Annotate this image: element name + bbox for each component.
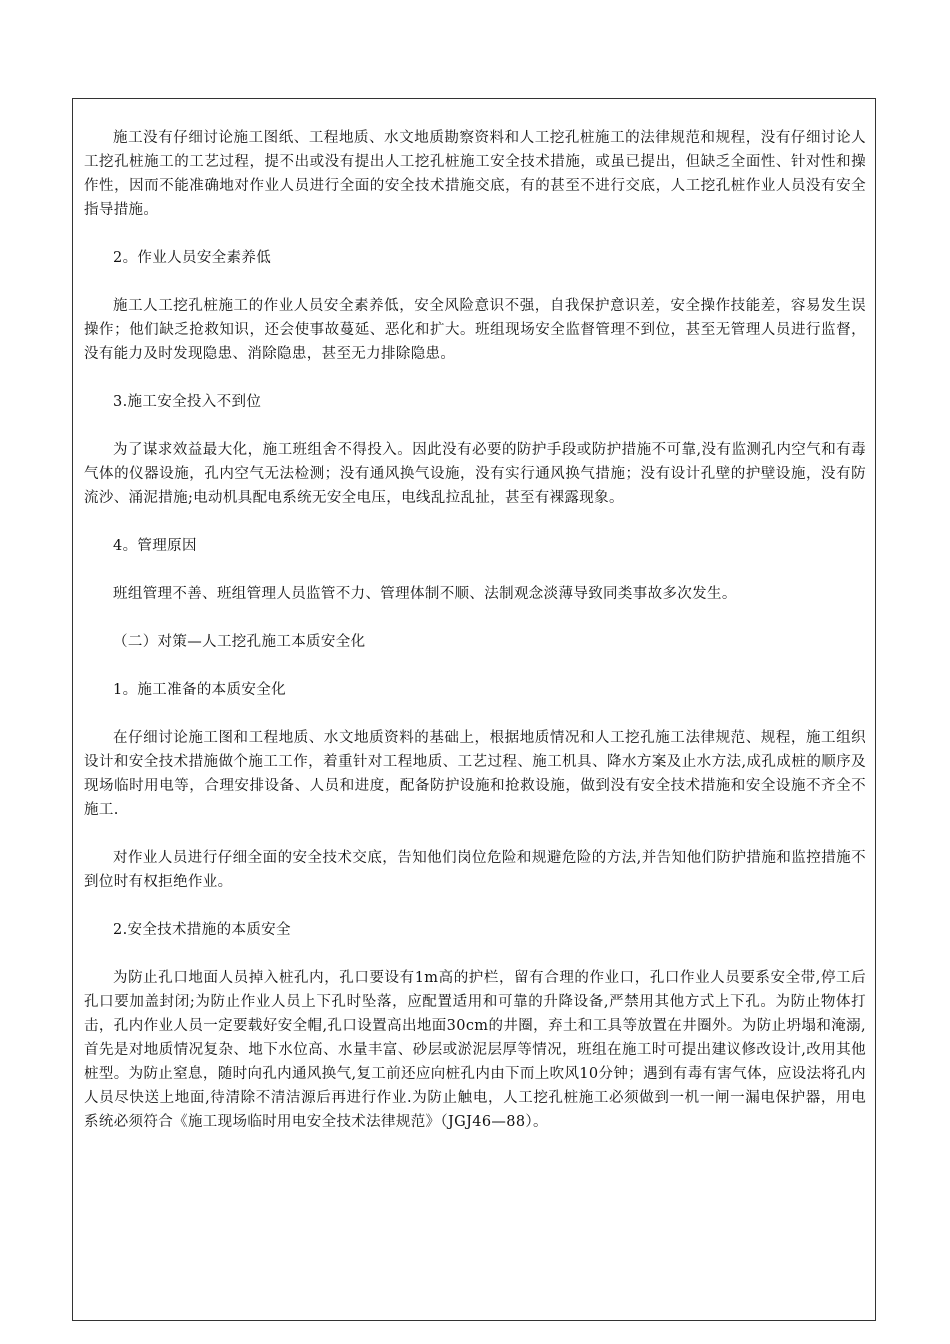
heading-management: 4。管理原因 — [113, 538, 197, 554]
paragraph-management: 班组管理不善、班组管理人员监管不力、管理体制不顺、法制观念淡薄导致同类事故多次发生。 — [113, 586, 737, 602]
paragraph-preparation: 在仔细讨论施工图和工程地质、水文地质资料的基础上，根据地质情况和人工挖孔施工法律规范、规程，施工组织设计和安全技术措施做个施工工作，着重针对工程地质、工艺过程、施工机具、降水方案及止水方法,成孔成桩的顺序及现场临时用电等，合理安排设备、人员和进度，配备防护设施和抢救设施，做到没有安全技术措施和安全设施不齐全不施工. — [84, 730, 866, 818]
paragraph-technical-measures: 为防止孔口地面人员掉入桩孔内，孔口要设有1m高的护栏，留有合理的作业口，孔口作业人员要系安全带,停工后孔口要加盖封闭;为防止作业人员上下孔时坠落，应配置适用和可靠的升降设备,严禁用其他方式上下孔。为防止物体打击，孔内作业人员一定要载好安全帽,孔口设置高出地面30cm的井圈，弃土和工具等放置在井圈外。为防止坍塌和淹溺,首先是对地质情况复杂、地下水位高、水量丰富、砂层或淤泥层厚等情况，班组在施工时可提出建议修改设计,改用其他桩型。为防止窒息，随时向孔内通风换气,复工前还应向桩孔内由下而上吹风10分钟；遇到有毒有害气体，应设法将孔内人员尽快送上地面,待清除不清洁源后再进行作业.为防止触电，人工挖孔桩施工必须做到一机一闸一漏电保护器，用电系统必须符合《施工现场临时用电安全技术法律规范》（JGJ46—88）。 — [84, 970, 866, 1130]
paragraph-worker-quality: 施工人工挖孔桩施工的作业人员安全素养低，安全风险意识不强，自我保护意识差，安全操作技能差，容易发生误操作；他们缺乏抢救知识，还会使事故蔓延、恶化和扩大。班组现场安全监督管理不到位，甚至无管理人员进行监督，没有能力及时发现隐患、消除隐患，甚至无力排除隐患。 — [84, 298, 866, 362]
heading-safety-investment: 3.施工安全投入不到位 — [113, 394, 262, 410]
paragraph-briefing: 对作业人员进行仔细全面的安全技术交底，告知他们岗位危险和规避危险的方法,并告知他们防护措施和监控措施不到位时有权拒绝作业。 — [84, 850, 866, 890]
paragraph-safety-investment: 为了谋求效益最大化，施工班组舍不得投入。因此没有必要的防护手段或防护措施不可靠,没有监测孔内空气和有毒气体的仪器设施，孔内空气无法检测；没有通风换气设施，没有实行通风换气措施；没有设计孔壁的护壁设施，没有防流沙、涌泥措施;电动机具配电系统无安全电压，电线乱拉乱扯，甚至有裸露现象。 — [84, 442, 866, 506]
heading-technical-measures: 2.安全技术措施的本质安全 — [113, 922, 291, 938]
heading-countermeasures: （二）对策—人工挖孔施工本质安全化 — [113, 634, 366, 650]
heading-preparation: 1。施工准备的本质安全化 — [113, 682, 286, 698]
paragraph-cause-1: 施工没有仔细讨论施工图纸、工程地质、水文地质勘察资料和人工挖孔桩施工的法律规范和规程，没有仔细讨论人工挖孔桩施工的工艺过程，提不出或没有提出人工挖孔桩施工安全技术措施，或虽已提出，但缺乏全面性、针对性和操作性，因而不能准确地对作业人员进行全面的安全技术措施交底，有的甚至不进行交底，人工挖孔桩作业人员没有安全指导措施。 — [84, 130, 866, 218]
document-body — [84, 126, 866, 1158]
heading-worker-quality: 2。作业人员安全素养低 — [113, 250, 272, 266]
